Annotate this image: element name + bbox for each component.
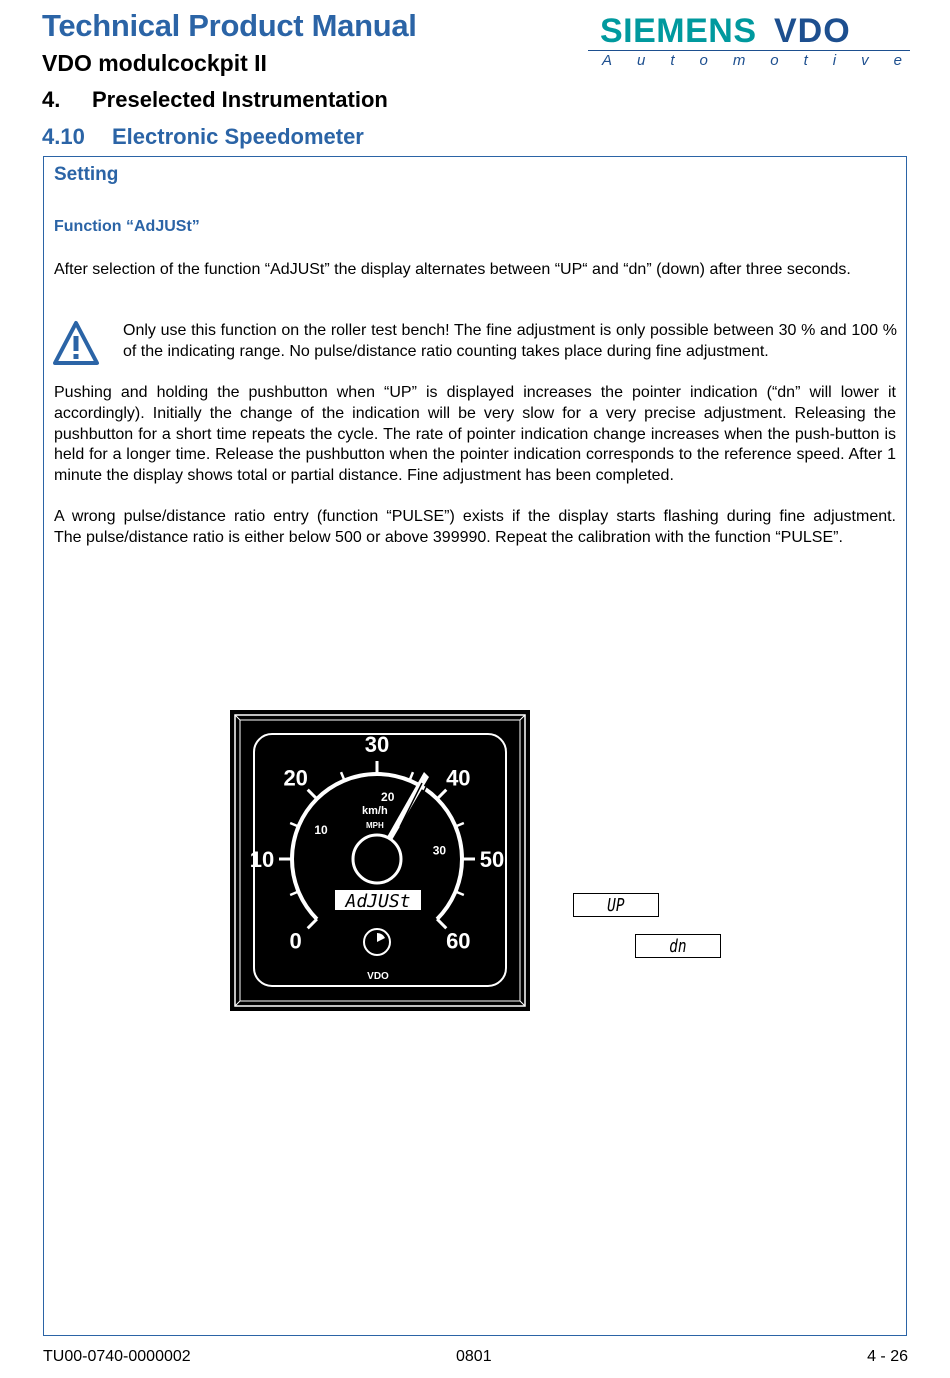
function-heading: Function “AdJUSt”: [54, 218, 200, 235]
lcd-display-up: [573, 893, 659, 917]
gauge-kmh-label: 20: [283, 765, 308, 791]
gauge-brand: VDO: [367, 971, 389, 982]
siemens-vdo-logo: [588, 12, 910, 72]
error-paragraph: [54, 507, 896, 549]
setting-heading: Setting: [54, 164, 119, 185]
logo-brand-siemens: SIEMENS: [600, 12, 757, 50]
lcd-up-text: UP: [607, 894, 625, 916]
lcd-display-dn: [635, 934, 721, 958]
logo-rule: [588, 50, 910, 51]
gauge-kmh-label: 0: [289, 928, 302, 954]
footer-page-number: 4 - 26: [867, 1348, 908, 1365]
gauge-kmh-label: 60: [446, 928, 471, 954]
procedure-paragraph: Pushing and holding the pushbutton when “UP” is displayed increases the pointer indication (“dn” will lower it accordingly). Initially the change of the indication will be very slow for a very precise adjustment. Releasing the pushbutton for a short time repeats the cycle. The rate of pointer indication change increases when the push-button is held for a longer time. Release the pushbutton when the pointer indication corresponds to the reference speed. After 1 minute the display shows total or partial distance. Fine adjustment has been completed.: [54, 384, 896, 485]
gauge-kmh-label: 40: [446, 765, 471, 791]
chapter-heading: [42, 87, 388, 113]
error-paragraph-line1: A wrong pulse/distance ratio entry (function “PULSE”) exists if the display starts flashing during fine adjustment.: [54, 508, 896, 525]
intro-paragraph: After selection of the function “AdJUSt” the display alternates between “UP“ and “dn” (down) after three seconds.: [54, 261, 851, 278]
document-subtitle: VDO modulcockpit II: [42, 50, 267, 76]
footer-date-code: 0801: [456, 1348, 492, 1365]
gauge-mph-label: 30: [432, 843, 447, 858]
gauge-display-text: AdJUSt: [345, 891, 411, 912]
gauge-kmh-label: 50: [479, 847, 505, 872]
gauge-unit-mph: MPH: [366, 821, 384, 830]
error-paragraph-rest: The pulse/distance ratio is either below 500 or above 399990. Repeat the calibration with the function “PULSE”.: [54, 528, 843, 546]
gauge-mph-label: 10: [314, 823, 328, 838]
document-title: Technical Product Manual: [42, 8, 417, 43]
section-title: Electronic Speedometer: [112, 124, 364, 149]
gauge-mph-label: 20: [381, 789, 395, 804]
speedometer-gauge: [229, 709, 531, 1012]
gauge-kmh-label: 30: [364, 732, 390, 757]
chapter-number: 4.: [42, 87, 61, 112]
chapter-title: Preselected Instrumentation: [92, 87, 388, 112]
logo-brand-vdo: VDO: [774, 12, 851, 50]
section-heading: [42, 124, 364, 150]
warning-icon: [52, 320, 100, 366]
lcd-dn-text: dn: [669, 935, 687, 957]
gauge-unit-kmh: km/h: [362, 805, 388, 817]
section-number: 4.10: [42, 124, 85, 149]
warning-text: Only use this function on the roller test bench! The fine adjustment is only possible between 30 % and 100 % of the indicating range. No pulse/distance ratio counting takes place during fine adjustment.: [123, 322, 897, 360]
logo-tagline: A u t o m o t i v e: [602, 52, 902, 69]
gauge-kmh-label: 10: [249, 847, 275, 872]
footer-doc-number: TU00-0740-0000002: [43, 1348, 191, 1365]
